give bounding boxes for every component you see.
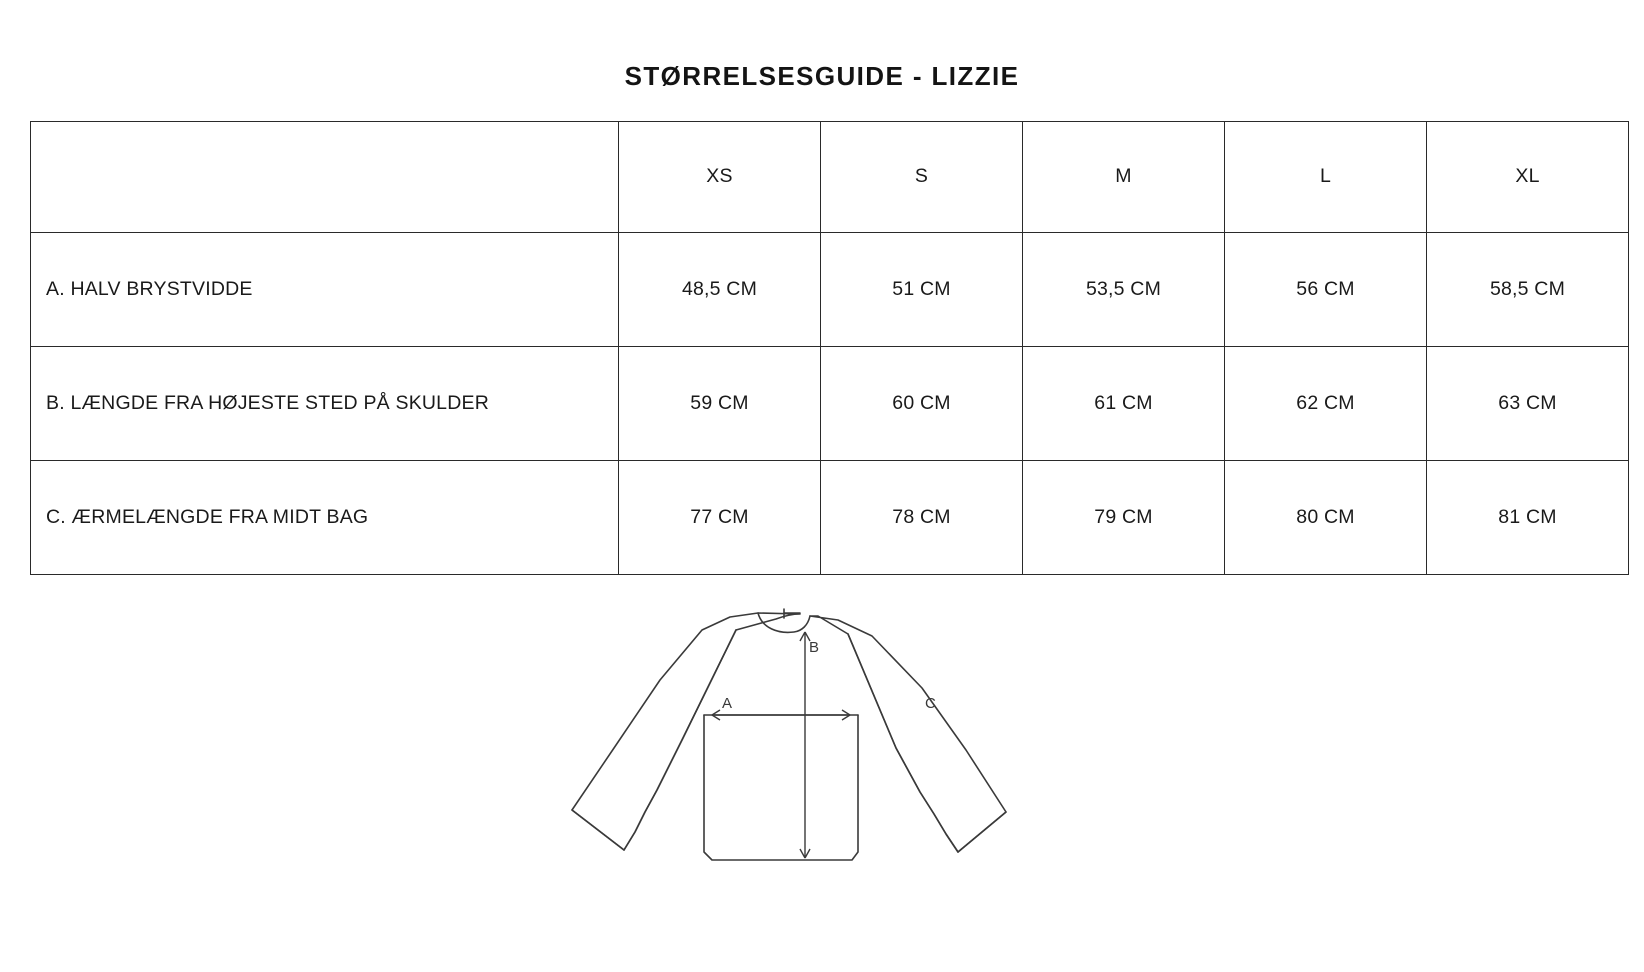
header-cell-xs: XS <box>619 121 821 232</box>
row-label-a: A. HALV BRYSTVIDDE <box>31 232 619 346</box>
header-cell-s: S <box>821 121 1023 232</box>
cell-c-s: 78 CM <box>821 460 1023 574</box>
header-cell-m: M <box>1023 121 1225 232</box>
table-row <box>31 460 1629 574</box>
size-table-header <box>31 121 1629 232</box>
size-table-body <box>31 232 1629 574</box>
header-cell-measure <box>31 121 619 232</box>
cell-a-l: 56 CM <box>1225 232 1427 346</box>
cell-c-l: 80 CM <box>1225 460 1427 574</box>
table-row <box>31 232 1629 346</box>
cell-c-xl: 81 CM <box>1427 460 1629 574</box>
label-b: B <box>809 639 820 656</box>
page-title: STØRRELSESGUIDE - LIZZIE <box>624 61 1020 91</box>
label-c: C <box>925 695 936 712</box>
cell-a-m: 53,5 CM <box>1023 232 1225 346</box>
cell-a-xs: 48,5 CM <box>619 232 821 346</box>
cell-b-l: 62 CM <box>1225 346 1427 460</box>
cell-b-xs: 59 CM <box>619 346 821 460</box>
cell-b-xl: 63 CM <box>1427 346 1629 460</box>
size-table <box>30 121 1629 575</box>
table-header-row <box>31 121 1629 232</box>
cell-b-s: 60 CM <box>821 346 1023 460</box>
cell-b-m: 61 CM <box>1023 346 1225 460</box>
cell-a-xl: 58,5 CM <box>1427 232 1629 346</box>
cell-c-m: 79 CM <box>1023 460 1225 574</box>
sweater-illustration-icon <box>562 600 1082 890</box>
label-a: A <box>722 695 733 712</box>
cell-a-s: 51 CM <box>821 232 1023 346</box>
cell-c-xs: 77 CM <box>619 460 821 574</box>
row-label-b: B. LÆNGDE FRA HØJESTE STED PÅ SKULDER <box>31 346 619 460</box>
sweater-measurement-diagram <box>0 600 1644 940</box>
header-cell-l: L <box>1225 121 1427 232</box>
size-table-container <box>30 121 1614 575</box>
table-row <box>31 346 1629 460</box>
header-cell-xl: XL <box>1427 121 1629 232</box>
row-label-c: C. ÆRMELÆNGDE FRA MIDT BAG <box>31 460 619 574</box>
